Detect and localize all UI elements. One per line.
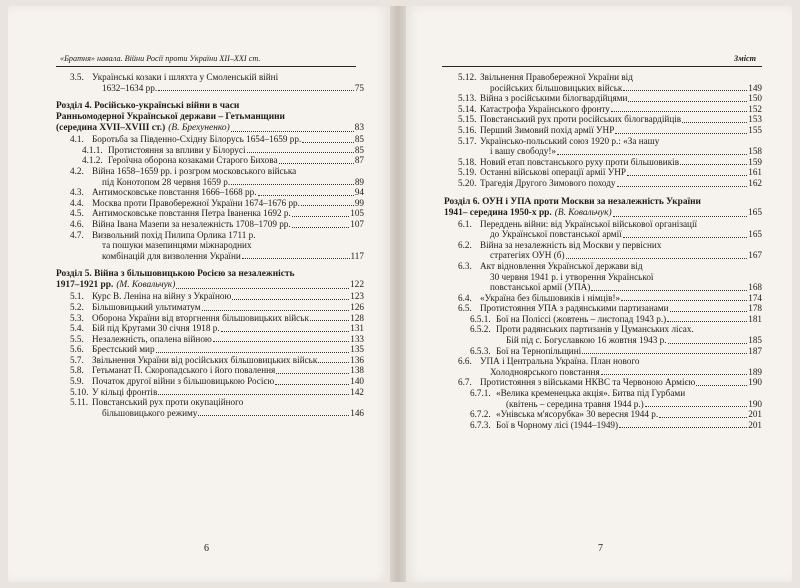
toc-entry-number: 4.2.	[70, 165, 84, 176]
toc-entry-text: 1632–1634 рр.	[102, 82, 158, 93]
toc-entry	[56, 145, 364, 156]
toc-leader-dots	[645, 406, 748, 407]
toc-page-number: 146	[350, 407, 364, 418]
toc-entry-text: (квітень – середина травня 1944 р.)	[506, 398, 644, 409]
toc-page-number: 99	[354, 197, 364, 208]
toc-entry-number: 5.20.	[458, 177, 477, 188]
toc-page-number: 107	[350, 218, 364, 229]
toc-leader-dots	[591, 290, 747, 291]
toc-entry-number: 4.7.	[70, 229, 84, 240]
toc-entry	[56, 198, 364, 209]
toc-entry-text: та пошуки мазепинцями міжнародних	[102, 240, 252, 251]
toc-leader-dots	[198, 415, 349, 416]
toc-page-number: 131	[350, 323, 364, 334]
toc-entry	[444, 157, 762, 168]
toc-leader-dots	[158, 90, 354, 91]
book-gutter	[390, 6, 406, 582]
toc-leader-dots	[310, 320, 349, 321]
toc-entry-text: Боротьба за Південно-Східну Білорусь 1654–1659 рр.	[92, 134, 302, 145]
toc-leader-dots	[247, 152, 354, 153]
toc-entry	[444, 178, 762, 189]
toc-leader-dots	[156, 352, 350, 353]
toc-page-number: 162	[748, 177, 762, 188]
toc-leader-dots	[615, 133, 747, 134]
toc-entry-text: Трагедія Другого Зимового походу	[480, 177, 616, 188]
toc-entry	[444, 388, 762, 409]
toc-entry-text: Повстанський рух проти окупаційного	[92, 397, 244, 408]
toc-entry-number: 5.13.	[458, 93, 477, 104]
toc-entry-number: 6.4.	[458, 292, 472, 303]
toc-page-number: 150	[748, 93, 762, 104]
toc-entry-number: 6.1.	[458, 218, 472, 229]
toc-entry-text: 30 червня 1941 р. і утворення Української	[490, 271, 654, 282]
toc-entry-number: 4.1.	[70, 134, 84, 145]
toc-entry-text: Новий етап повстанського руху проти більшовиків	[480, 156, 680, 167]
toc-entry-text: «Унівська м'ясорубка» 30 вересня 1944 р.	[496, 409, 659, 420]
toc-leader-dots	[659, 417, 747, 418]
toc-entry-number: 3.5.	[70, 72, 84, 82]
toc-entry	[444, 93, 762, 104]
toc-entry-text: Українські козаки і шляхта у Смоленській війні	[92, 72, 279, 82]
toc-page-number: 105	[350, 208, 364, 219]
toc-leader-dots	[202, 310, 350, 311]
toc-page-number: 189	[748, 366, 762, 377]
toc-leader-dots	[275, 384, 349, 385]
toc-leader-dots	[670, 311, 748, 312]
toc-leader-dots	[318, 362, 349, 363]
toc-left	[56, 72, 364, 418]
toc-page-number: 190	[748, 377, 762, 388]
toc-entry	[444, 346, 762, 357]
toc-entry-number: 6.3.	[458, 260, 472, 271]
toc-entry-number: 5.6.	[70, 344, 84, 355]
toc-entry-text: Бої на Поліссі (жовтень – листопад 1943 р.)	[496, 313, 667, 324]
toc-entry	[56, 376, 364, 387]
toc-leader-dots	[292, 227, 350, 228]
toc-entry-text: Проти радянських партизанів у Цуманських лісах.	[496, 324, 694, 335]
toc-entry-text: Більшовицький ультиматум	[92, 301, 201, 312]
toc-entry-number: 6.5.2.	[470, 324, 491, 335]
toc-leader-dots	[292, 216, 349, 217]
toc-entry-text: Антимосковське повстання 1666–1668 рр.	[92, 187, 257, 198]
toc-page-number: 136	[350, 354, 364, 365]
toc-entry-text: Курс В. Леніна на війну з Україною	[92, 291, 232, 302]
toc-leader-dots	[258, 195, 354, 196]
toc-entry-text: Звільнення України від російських більшовицьких військ	[92, 354, 318, 365]
toc-entry-number: 5.17.	[458, 135, 477, 146]
toc-entry	[444, 314, 762, 325]
toc-entry-text: Протистояння за впливи у Білорусі	[108, 144, 246, 155]
toc-page-number: 83	[354, 123, 364, 134]
toc-leader-dots	[566, 258, 748, 259]
toc-entry-text: Брестський мир	[92, 344, 155, 355]
toc-leader-dots	[682, 122, 747, 123]
right-page	[406, 6, 792, 582]
toc-entry-text: Москва проти Правобережної України 1674–1676 рр.	[92, 197, 300, 208]
running-head-right: Зміст	[733, 54, 756, 63]
toc-leader-dots	[232, 299, 349, 300]
toc-entry-number: 6.5.1.	[470, 313, 491, 324]
toc-leader-dots	[231, 184, 354, 185]
toc-page-number: 123	[350, 291, 364, 302]
toc-entry-text: Визвольний похід Пилипа Орлика 1711 р.	[92, 229, 256, 240]
toc-page-number: 122	[349, 280, 364, 291]
toc-page-number: 149	[748, 82, 762, 93]
toc-leader-dots	[623, 237, 747, 238]
toc-entry-text: більшовицького режиму	[102, 407, 198, 418]
toc-entry-text: Початок другої війни з більшовицькою Росією	[92, 376, 275, 387]
toc-leader-dots	[628, 101, 747, 102]
toc-entry-text: стратегіях ОУН (б)	[490, 250, 565, 261]
toc-page-number: 158	[748, 146, 762, 157]
toc-entry-number: 6.5.3.	[470, 345, 491, 356]
toc-leader-dots	[242, 258, 350, 259]
toc-page-number: 201	[748, 409, 762, 420]
header-rule-left	[56, 66, 356, 67]
toc-section-author: (М. Ковальчук)	[116, 280, 176, 291]
toc-entry	[444, 409, 762, 420]
toc-entry-text: Героїчна оборона козаками Старого Бихова	[108, 155, 278, 166]
toc-entry-text: Останні військові операції армії УНР	[480, 167, 627, 178]
toc-leader-dots	[668, 343, 748, 344]
toc-entry-number: 6.7.	[458, 377, 472, 388]
toc-entry-number: 5.8.	[70, 365, 84, 376]
toc-entry-number: 5.15.	[458, 114, 477, 125]
toc-entry-number: 5.3.	[70, 312, 84, 323]
toc-entry-number: 4.1.1.	[82, 144, 103, 155]
toc-entry	[444, 420, 762, 431]
toc-entry-text: російських більшовицьких військ	[490, 82, 623, 93]
toc-entry-text: Звільнення Правобережної України від	[480, 72, 633, 82]
toc-entry-number: 4.3.	[70, 187, 84, 198]
toc-right	[444, 72, 762, 430]
toc-entry	[56, 313, 364, 324]
toc-entry-number: 5.11.	[70, 397, 89, 408]
toc-entry-text: Війна за незалежність від Москви у первісних	[480, 239, 662, 250]
toc-leader-dots	[613, 216, 747, 217]
toc-entry	[56, 134, 364, 145]
toc-entry	[444, 261, 762, 293]
toc-entry-number: 6.7.1.	[470, 388, 491, 399]
toc-leader-dots	[696, 385, 747, 386]
toc-entry	[444, 293, 762, 304]
toc-entry	[56, 72, 364, 93]
toc-entry-number: 5.19.	[458, 167, 477, 178]
toc-leader-dots	[582, 353, 747, 354]
toc-page-number: 165	[748, 229, 762, 240]
toc-leader-dots	[176, 288, 349, 289]
toc-section-author: (В. Брехуненко)	[168, 123, 230, 134]
toc-leader-dots	[617, 186, 748, 187]
toc-leader-dots	[611, 111, 747, 112]
toc-entry-text: Переддень війни: від Української військової організації	[480, 218, 698, 229]
toc-leader-dots	[279, 163, 354, 164]
toc-entry	[444, 377, 762, 388]
toc-entry	[56, 323, 364, 334]
toc-entry	[56, 302, 364, 313]
toc-entry-text: комбінацій для визволення України	[102, 250, 241, 261]
toc-entry	[56, 387, 364, 398]
toc-entry	[444, 114, 762, 125]
toc-page-number: 94	[354, 187, 364, 198]
toc-entry-number: 5.1.	[70, 291, 84, 302]
toc-entry-number: 4.1.2.	[82, 155, 103, 166]
toc-entry-text: Протистояння УПА з радянськими партизанами	[480, 303, 669, 314]
toc-entry	[444, 136, 762, 157]
toc-page-number: 135	[350, 344, 364, 355]
toc-page-number: 174	[748, 292, 762, 303]
toc-entry-text: до Української повстанської армії	[490, 229, 622, 240]
toc-section-heading	[56, 101, 364, 134]
toc-page-number: 155	[748, 124, 762, 135]
toc-page-number: 140	[350, 376, 364, 387]
toc-page-number: 117	[350, 250, 364, 261]
toc-page-number: 181	[748, 313, 762, 324]
toc-entry	[56, 397, 364, 418]
toc-entry-text: 1917–1921 рр.	[56, 280, 114, 291]
toc-page-number: 161	[748, 167, 762, 178]
toc-page-number: 126	[350, 301, 364, 312]
toc-leader-dots	[667, 321, 747, 322]
toc-section-author: (В. Ковальчук)	[554, 207, 612, 218]
toc-entry-number: 4.4.	[70, 197, 84, 208]
toc-entry	[444, 240, 762, 261]
toc-entry-text: «Велика кременецька акція». Битва під Гурбами	[496, 388, 686, 399]
toc-entry	[56, 344, 364, 355]
toc-page-number: 85	[354, 134, 364, 145]
toc-leader-dots	[621, 300, 747, 301]
toc-entry	[56, 355, 364, 366]
toc-page-number: 190	[748, 398, 762, 409]
toc-leader-dots	[627, 175, 747, 176]
toc-entry-text: повстанської армії (УПА)	[490, 282, 591, 293]
toc-leader-dots	[680, 164, 747, 165]
toc-page-number: 201	[748, 419, 762, 430]
toc-entry	[56, 230, 364, 262]
toc-entry-text: Бої на Тернопільщині	[496, 345, 582, 356]
toc-entry	[444, 324, 762, 345]
toc-page-number: 138	[350, 365, 364, 376]
toc-entry-text: Війна 1658–1659 рр. і розгром московського війська	[92, 165, 297, 176]
toc-page-number: 75	[354, 82, 364, 93]
toc-entry	[444, 356, 762, 377]
toc-leader-dots	[623, 90, 747, 91]
toc-entry	[444, 125, 762, 136]
toc-entry-number: 6.7.3.	[470, 419, 491, 430]
toc-entry	[56, 166, 364, 187]
toc-leader-dots	[231, 131, 354, 132]
toc-leader-dots	[301, 205, 354, 206]
toc-entry-text: Ранньомодерної Української держави – Гетьманщини	[56, 112, 285, 123]
toc-entry-text: Холодноярського повстання	[490, 366, 600, 377]
toc-entry-number: 5.2.	[70, 301, 84, 312]
toc-section-heading	[56, 269, 364, 291]
toc-entry	[444, 303, 762, 314]
toc-entry-number: 4.6.	[70, 218, 84, 229]
toc-entry	[444, 104, 762, 115]
toc-entry-text: Повстанський рух проти російських білогвардійців	[480, 114, 682, 125]
toc-section-heading	[444, 197, 762, 219]
toc-entry-text: і вашу свободу!»	[490, 146, 556, 157]
toc-entry	[444, 72, 762, 93]
toc-leader-dots	[276, 373, 349, 374]
toc-entry-text: УПА і Центральна Україна. План нового	[480, 356, 640, 367]
toc-entry-number: 6.7.2.	[470, 409, 491, 420]
toc-entry-text: Війна з російськими білогвардійцями	[480, 93, 628, 104]
toc-page-number: 178	[748, 303, 762, 314]
toc-entry-text: Розділ 5. Війна з більшовицькою Росією за незалежність	[56, 269, 295, 280]
toc-entry-number: 5.7.	[70, 354, 84, 365]
toc-entry-text: Незалежність, опалена війною	[92, 333, 212, 344]
toc-entry	[56, 365, 364, 376]
toc-entry-text: Бій під Крутами 30 січня 1918 р.	[92, 323, 220, 334]
toc-page-number: 185	[748, 335, 762, 346]
toc-page-number: 142	[350, 386, 364, 397]
toc-entry-number: 5.16.	[458, 124, 477, 135]
toc-entry-text: Катастрофа Українського фронту	[480, 103, 610, 114]
toc-entry-number: 5.10.	[70, 386, 89, 397]
toc-entry-text: 1941– середина 1950-х рр.	[444, 207, 552, 218]
toc-entry-number: 5.14.	[458, 103, 477, 114]
toc-entry-text: під Конотопом 28 червня 1659 р.	[102, 176, 231, 187]
toc-entry-text: Гетьманат П. Скоропадського і його повалення	[92, 365, 276, 376]
toc-page-number: 85	[354, 144, 364, 155]
header-rule-right	[442, 66, 762, 67]
toc-page-number: 159	[748, 156, 762, 167]
left-page	[8, 6, 390, 582]
toc-entry-text: Акт відновлення Української держави від	[480, 260, 643, 271]
toc-page-number: 133	[350, 333, 364, 344]
toc-leader-dots	[213, 341, 349, 342]
toc-leader-dots	[601, 374, 748, 375]
toc-entry-text: Бої в Чорному лісі (1944–1949)	[496, 419, 619, 430]
toc-entry-number: 5.4.	[70, 323, 84, 334]
toc-entry	[56, 208, 364, 219]
toc-entry-text: (середина XVII–XVIII ст.)	[56, 123, 166, 134]
toc-entry	[56, 334, 364, 345]
toc-entry-text: Розділ 4. Російсько-українські війни в часи	[56, 101, 240, 112]
toc-leader-dots	[557, 154, 747, 155]
toc-page-number: 168	[748, 282, 762, 293]
toc-entry-number: 5.12.	[458, 72, 477, 82]
toc-entry-text: Протистояння з військами НКВС та Червоною Армією	[480, 377, 696, 388]
toc-entry-number: 6.6.	[458, 356, 472, 367]
toc-entry-text: Війна Івана Мазепи за незалежність 1708–1709 рр.	[92, 218, 291, 229]
toc-entry	[56, 187, 364, 198]
toc-page-number: 167	[748, 250, 762, 261]
toc-page-number: 187	[748, 345, 762, 356]
toc-entry-number: 6.2.	[458, 239, 472, 250]
toc-entry-text: Перший Зимовий похід армії УНР	[480, 124, 615, 135]
toc-page-number: 165	[747, 207, 762, 218]
toc-page-number: 153	[748, 114, 762, 125]
toc-entry-number: 5.9.	[70, 376, 84, 387]
toc-entry-number: 5.5.	[70, 333, 84, 344]
page-number-right: 7	[598, 543, 603, 554]
page-number-left: 6	[204, 543, 209, 554]
toc-entry-text: Українсько-польський союз 1920 р.: «За нашу	[480, 135, 660, 146]
toc-entry-text: «Україна без більшовиків і німців!»	[480, 292, 621, 303]
toc-entry	[444, 167, 762, 178]
running-head-left: «Братня» навала. Війни Росії проти України ХІІ–ХХІ ст.	[60, 54, 261, 63]
toc-entry	[56, 155, 364, 166]
toc-entry-number: 5.18.	[458, 156, 477, 167]
toc-page-number: 128	[350, 312, 364, 323]
toc-leader-dots	[302, 142, 354, 143]
toc-leader-dots	[221, 331, 350, 332]
toc-entry-text: Бій під с. Богуславкою 16 жовтня 1943 р.	[506, 335, 667, 346]
toc-entry-number: 6.5.	[458, 303, 472, 314]
toc-entry-text: Оборона України від вторгнення більшовицьких військ	[92, 312, 309, 323]
toc-leader-dots	[158, 394, 349, 395]
toc-page-number: 87	[354, 155, 364, 166]
toc-entry-text: У кільці фронтів	[92, 386, 158, 397]
toc-entry	[56, 291, 364, 302]
toc-entry	[444, 219, 762, 240]
toc-entry-text: Розділ 6. ОУН і УПА проти Москви за незалежність України	[444, 196, 701, 207]
toc-entry	[56, 219, 364, 230]
toc-page-number: 152	[748, 103, 762, 114]
toc-page-number: 89	[354, 176, 364, 187]
toc-leader-dots	[619, 427, 747, 428]
toc-entry-number: 4.5.	[70, 208, 84, 219]
toc-entry-text: Антимосковське повстання Петра Іваненка 1692 р.	[92, 208, 291, 219]
